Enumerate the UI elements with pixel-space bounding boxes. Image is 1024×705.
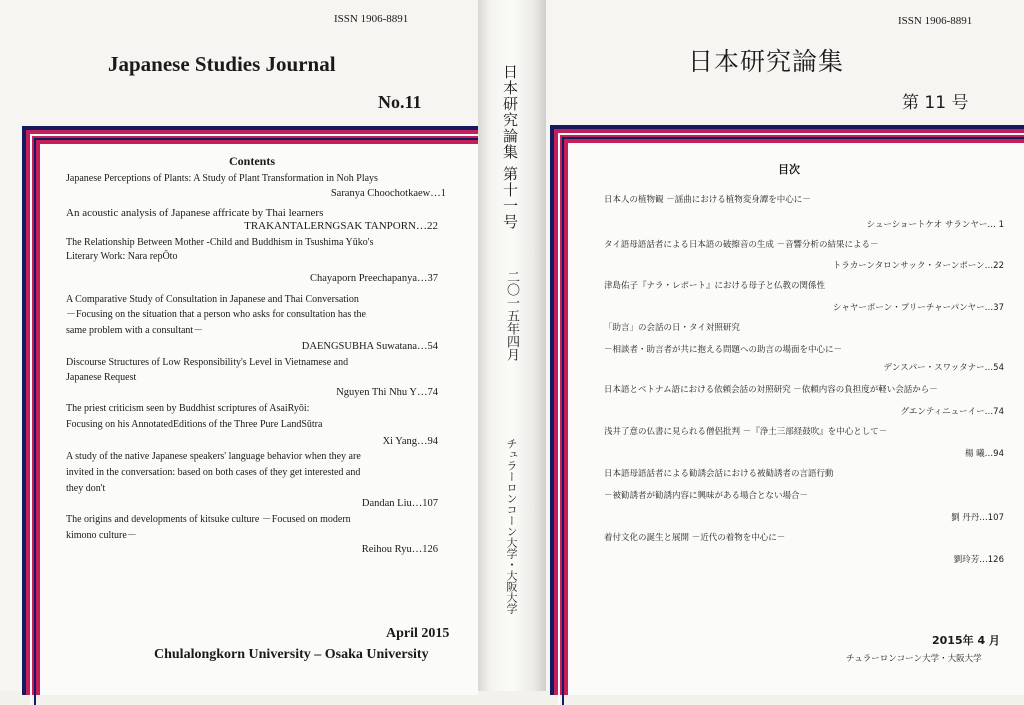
toc-entry-title: The Relationship Between Mother -Child and Buddhism in Tsushima Yūko's xyxy=(66,237,374,248)
spine xyxy=(478,0,546,691)
publisher: Chulalongkorn University – Osaka University xyxy=(154,647,429,662)
toc-entry-title: 日本語とベトナム語における依頼会話の対照研究 －依頼内容の負担度が軽い会話から－ xyxy=(604,385,938,395)
toc-entry-title: A study of the native Japanese speakers' language behavior when they are xyxy=(66,451,361,462)
toc-entry-title: 浅井了意の仏書に見られる僧侶批判 －『浄土三部経鼓吹』を中心として－ xyxy=(604,427,888,437)
issn-label: ISSN 1906-8891 xyxy=(334,13,409,25)
toc-entry-author: 劉 丹丹…107 xyxy=(951,513,1004,523)
publisher: チュラーロンコーン大学・大阪大学 xyxy=(846,654,982,664)
issn-label: ISSN 1906-8891 xyxy=(898,15,973,27)
toc-entry-author: 楊 曦…94 xyxy=(964,449,1004,459)
issue-number: No.11 xyxy=(378,92,422,112)
contents-heading: Contents xyxy=(229,154,276,168)
toc-entry-title: An acoustic analysis of Japanese affricate by Thai learners xyxy=(66,207,324,219)
toc-entry-author: デンスパー・スワッタナー…54 xyxy=(883,363,1004,373)
spine-publisher: チュラーロンコーン大学・大阪大学 xyxy=(505,438,518,614)
toc-entry-title: The priest criticism seen by Buddhist scriptures of AsaiRyōi: xyxy=(66,403,310,414)
toc-entry-title: －被勧誘者が勧誘内容に興味がある場合とない場合－ xyxy=(604,491,809,501)
publication-date: 2015年 4 月 xyxy=(932,634,1000,647)
toc-entry-title: Discourse Structures of Low Responsibility's Level in Vietnamese and xyxy=(66,357,349,368)
back-cover xyxy=(0,0,478,691)
toc-entry-author: グエンティニューイー…74 xyxy=(900,407,1004,417)
toc-entry-author: Chayaporn Preechapanya…37 xyxy=(310,273,438,284)
issue-number: 第 11 号 xyxy=(902,93,969,113)
publication-date: April 2015 xyxy=(386,626,450,641)
toc-entry-title: －Focusing on the situation that a person who asks for consultation has the xyxy=(66,309,366,320)
toc-entry-author: トラカーンタロンサック・ターンポーン…22 xyxy=(832,261,1004,271)
journal-title: 日本研究論集 xyxy=(688,47,845,76)
toc-entry-author: Xi Yang…94 xyxy=(382,436,438,447)
contents-heading: 目次 xyxy=(778,163,800,176)
toc-entry-author: DAENGSUBHA Suwatana…54 xyxy=(301,341,438,352)
toc-entry-title: kimono culture－ xyxy=(66,530,137,541)
toc-entry-title: A Comparative Study of Consultation in Japanese and Thai Conversation xyxy=(66,294,359,305)
toc-entry-title: they don't xyxy=(66,483,106,494)
toc-entry-title: －相談者・助言者が共に抱える問題への助言の場面を中心に－ xyxy=(604,345,843,355)
toc-entry-author: Dandan Liu…107 xyxy=(361,498,438,509)
toc-entry-author: TRAKANTALERNGSAK TANPORN…22 xyxy=(244,220,438,232)
toc-entry-title: Literary Work: Nara repŌto xyxy=(66,251,178,262)
front-cover xyxy=(546,0,1024,691)
toc-entry-title: Japanese Perceptions of Plants: A Study of Plant Transformation in Noh Plays xyxy=(66,173,378,184)
toc-entry-author: シューショートケオ サランヤー… 1 xyxy=(866,220,1004,230)
toc-entry-title: 日本人の植物観 －謡曲における植物変身譚を中心に－ xyxy=(604,195,811,205)
toc-entry-author: Saranya Choochotkaew…1 xyxy=(330,188,446,199)
toc-entry-title: 「助言」の会話の日・タイ対照研究 xyxy=(604,323,740,333)
spine-date: 二〇一五年四月 xyxy=(504,270,519,361)
toc-entry-title: タイ語母語話者による日本語の破擦音の生成 －音響分析の結果による－ xyxy=(604,240,879,250)
toc-entry-title: Japanese Request xyxy=(66,372,137,383)
toc-entry-author: Reihou Ryu…126 xyxy=(361,544,438,555)
toc-entry-author: 劉玲芳…126 xyxy=(953,555,1004,565)
toc-entry-title: 津島佑子『ナラ・レポート』における母子と仏教の関係性 xyxy=(604,281,826,291)
journal-title: Japanese Studies Journal xyxy=(108,52,336,76)
toc-entry-title: invited in the conversation: based on both cases of they get interested and xyxy=(66,467,361,478)
toc-entry-title: same problem with a consultant－ xyxy=(66,325,204,336)
toc-entry-title: Focusing on his AnnotatedEditions of the Three Pure LandSūtra xyxy=(66,419,323,430)
toc-entry-author: シャヤーポーン・プリーチャーパンヤー…37 xyxy=(833,303,1004,313)
toc-entry-title: The origins and developments of kitsuke culture －Focused on modern xyxy=(66,514,351,525)
toc-entry-title: 着付文化の誕生と展開 －近代の着物を中心に－ xyxy=(604,533,786,543)
spine-number: 第十一号 xyxy=(501,166,519,230)
toc-entry-author: Nguyen Thi Nhu Y…74 xyxy=(336,387,438,398)
toc-entry-title: 日本語母語話者による勧誘会話における被勧誘者の言語行動 xyxy=(604,469,834,479)
spine-title: 日本研究論集 xyxy=(501,64,519,160)
